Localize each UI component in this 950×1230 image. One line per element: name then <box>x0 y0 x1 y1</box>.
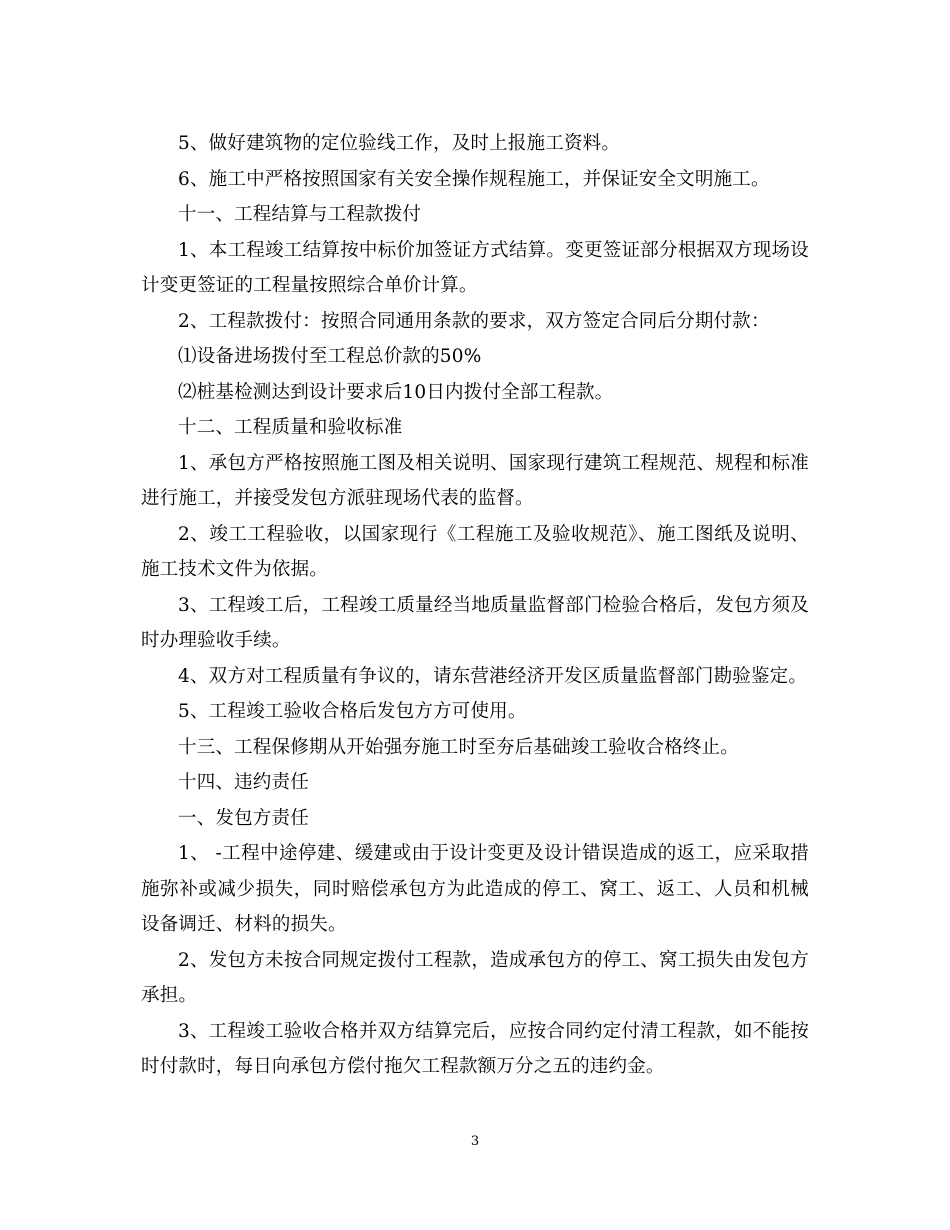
subsection-heading: 一、发包方责任 <box>178 807 309 829</box>
section-heading: 十二、工程质量和验收标准 <box>178 417 403 438</box>
paragraph: 2、竣工工程验收，以国家现行《工程施工及验收规范》、施工图纸及说明、施工技术文件为依据。 <box>141 523 809 580</box>
paragraph: 5、工程竣工验收合格后发包方方可使用。 <box>178 701 527 722</box>
paragraph: 5、做好建筑物的定位验线工作，及时上报施工资料。 <box>178 133 621 154</box>
section-heading: 十一、工程结算与工程款拨付 <box>178 204 422 225</box>
section-heading: 十四、违约责任 <box>178 772 309 793</box>
section-heading: 十三、工程保修期从开始强夯施工时至夯后基础竣工验收合格终止。 <box>178 736 740 758</box>
list-item: ⑴设备进场拨付至工程总价款的50% <box>178 346 482 367</box>
paragraph: 1、本工程竣工结算按中标价加签证方式结算。变更签证部分根据双方现场设计变更签证的工程量按照综合单价计算。 <box>141 239 809 296</box>
paragraph: 1、 -工程中途停建、缓建或由于设计变更及设计错误造成的返工，应采取措施弥补或减少损失，同时赔偿承包方为此造成的停工、窝工、返工、人员和机械设备调迁、材料的损失。 <box>141 843 809 935</box>
paragraph: 3、工程竣工后，工程竣工质量经当地质量监督部门检验合格后，发包方须及时办理验收手续。 <box>141 594 809 651</box>
paragraph: 2、工程款拨付：按照合同通用条款的要求，双方签定合同后分期付款： <box>178 310 770 332</box>
paragraph: 1、承包方严格按照施工图及相关说明、国家现行建筑工程规范、规程和标准进行施工，并接受发包方派驻现场代表的监督。 <box>141 452 809 509</box>
paragraph: 6、施工中严格按照国家有关安全操作规程施工，并保证安全文明施工。 <box>178 168 770 190</box>
page-number: 3 <box>470 1134 480 1149</box>
paragraph: 2、发包方未按合同规定拨付工程款，造成承包方的停工、窝工损失由发包方承担。 <box>141 949 809 1006</box>
paragraph: 3、工程竣工验收合格并双方结算完后，应按合同约定付清工程款，如不能按时付款时，每日向承包方偿付拖欠工程款额万分之五的违约金。 <box>141 1020 809 1077</box>
list-item: ⑵桩基检测达到设计要求后10日内拨付全部工程款。 <box>178 381 614 403</box>
paragraph: 4、双方对工程质量有争议的，请东营港经济开发区质量监督部门勘验鉴定。 <box>178 665 808 687</box>
document-body <box>141 126 809 1085</box>
